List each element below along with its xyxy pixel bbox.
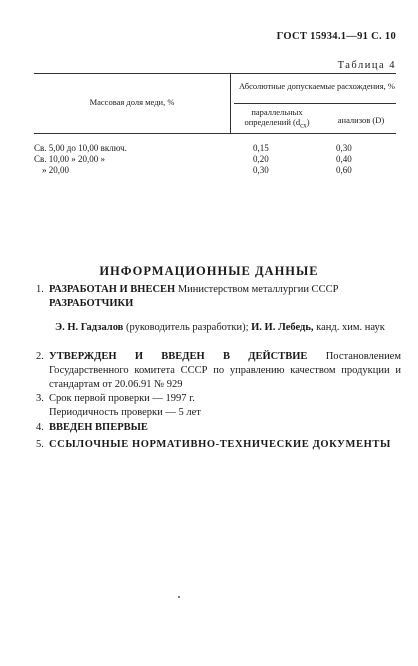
row-label: Св. 5,00 до 10,00 включ. — [34, 143, 127, 153]
row-analyses-value: 0,60 — [336, 165, 352, 175]
section-2 — [36, 350, 401, 392]
section-4-heading: ВВЕДЕН ВПЕРВЫЕ — [49, 422, 148, 433]
row-parallel-value: 0,15 — [253, 143, 269, 153]
row-analyses-value: 0,40 — [336, 154, 352, 164]
row-label: Св. 10,00 » 20,00 » — [34, 154, 106, 164]
section-number: 2. — [36, 351, 44, 362]
section-number: 3. — [36, 393, 44, 404]
col-header-mass-fraction: Массовая доля меди, % — [89, 97, 175, 107]
section-5-heading: ССЫЛОЧНЫЕ НОРМАТИВНО-ТЕХНИЧЕСКИЕ ДОКУМЕНТЫ — [49, 439, 391, 450]
table-col-divider — [230, 73, 231, 133]
info-title: ИНФОРМАЦИОННЫЕ ДАННЫЕ — [99, 264, 319, 278]
section-2-text: Постановлением Государственного комитета СССР по управлению качеством продукции и стандартам от 20.06.91 № 929 — [49, 351, 401, 390]
developers-names — [55, 321, 401, 335]
section-3-line-2: Периодичность проверки — 5 лет — [49, 406, 201, 418]
table-row — [34, 165, 396, 175]
table-caption: Таблица 4 — [337, 60, 396, 71]
developer-1-name: Э. Н. Гадзалов — [55, 322, 124, 333]
row-parallel-value: 0,30 — [253, 165, 269, 175]
print-speck — [178, 596, 180, 598]
section-number: 5. — [36, 439, 44, 450]
section-3 — [36, 392, 401, 420]
col-header-abs-tolerance: Абсолютные допускаемые расхождения, % — [239, 81, 395, 91]
row-parallel-value: 0,20 — [253, 154, 269, 164]
col-header-parallel-sub: сх — [300, 121, 307, 130]
section-2-heading: УТВЕРЖДЕН И ВВЕДЕН В ДЕЙСТВИЕ — [49, 351, 308, 362]
table-header-rule — [34, 133, 396, 134]
section-3-line-1: Срок первой проверки — 1997 г. — [49, 393, 195, 404]
developer-2-name: И. И. Лебедь, — [251, 322, 314, 333]
table-row — [34, 143, 396, 153]
section-1-heading: РАЗРАБОТАН И ВНЕСЕН — [49, 284, 176, 295]
table-top-rule — [34, 73, 396, 74]
developers-heading: РАЗРАБОТЧИКИ — [49, 297, 134, 309]
section-1-text: Министерством металлургии СССР — [175, 284, 339, 295]
section-number: 4. — [36, 422, 44, 433]
row-label: » 20,00 — [42, 165, 69, 175]
col-header-parallel-close: ) — [306, 117, 310, 128]
table-subheader-rule — [234, 103, 396, 104]
developer-2-degree: канд. хим. наук — [313, 322, 385, 333]
row-analyses-value: 0,30 — [336, 143, 352, 153]
table-row — [34, 154, 396, 164]
col-header-parallel-text: параллельных определений (d — [244, 107, 303, 128]
section-number: 1. — [36, 284, 44, 295]
page-header — [277, 31, 396, 42]
col-header-analyses: анализов (D) — [337, 115, 385, 125]
section-1 — [36, 283, 401, 311]
col-header-parallel — [234, 107, 320, 130]
page-number: С. 10 — [371, 31, 396, 42]
section-4 — [36, 421, 401, 435]
developer-1-role: (руководитель разработки); — [123, 322, 252, 333]
standard-number: ГОСТ 15934.1—91 — [276, 31, 369, 42]
section-5 — [36, 438, 401, 452]
